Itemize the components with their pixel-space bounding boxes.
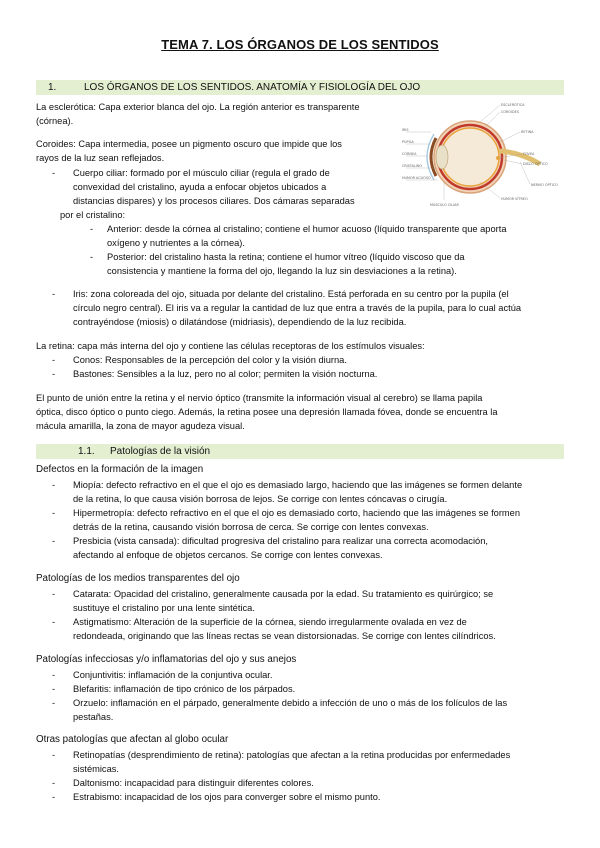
bullet: - (52, 168, 56, 178)
retinopatias-line-2: sistémicas. (73, 764, 119, 774)
catarata-line-2: sustituye el cristalino por una lente sintética. (73, 603, 255, 613)
posterior-line-1: Posterior: del cristalino hasta la retina; contiene el humor vítreo (líquido viscoso que da (107, 252, 465, 262)
bullet: - (52, 778, 56, 788)
eye-label-disco-optico: DISCO ÓPTICO (523, 162, 548, 166)
conjuntivitis-item: Conjuntivitis: inflamación de la conjuntiva ocular. (73, 670, 273, 680)
section-title: LOS ÓRGANOS DE LOS SENTIDOS. ANATOMÍA Y FISIOLOGÍA DEL OJO (84, 82, 421, 93)
eye-label-fovea: FÓVEA (523, 152, 535, 156)
medios-heading: Patologías de los medios transparentes del ojo (36, 573, 240, 584)
eye-label-cornea: CÓRNEA (402, 152, 417, 156)
eye-label-retina: RETINA (521, 130, 534, 134)
cuerpo-ciliar-line-2: convexidad del cristalino, ayuda a enfocar objetos ubicados a (73, 182, 327, 192)
eye-anatomy-figure (400, 102, 566, 212)
anterior-line-2: oxígeno y nutrientes a la córnea). (107, 238, 245, 248)
papila-line-3: mácula amarilla, la zona de mayor agudeza visual. (36, 421, 245, 431)
presbicia-line-2: afectando al enfoque de objetos cercanos. Se corrige con lentes convexas. (73, 550, 383, 560)
anterior-line-1: Anterior: desde la córnea al cristalino; contiene el humor acuoso (líquido transparente que aporta (107, 224, 507, 234)
estrabismo-item: Estrabismo: incapacidad de los ojos para converger sobre el mismo punto. (73, 792, 381, 802)
eye-label-iris: IRIS (402, 128, 409, 132)
hipermetropia-line-1: Hipermetropía: defecto refractivo en el que el ojo es demasiado corto, haciendo que las imágenes se formen (73, 508, 521, 518)
papila-line-2: óptica, disco óptico o punto ciego. Además, la retina posee una depresión llamada fóvea, donde se encuentra la (36, 407, 498, 417)
iris-line-3: contrayéndose (miosis) o dilatándose (midriasis), dependiendo de la luz recibida. (73, 317, 407, 327)
eye-label-nervio-optico: NERVIO ÓPTICO (531, 183, 558, 187)
section-title: Patologías de la visión (110, 446, 211, 457)
bullet: - (52, 670, 56, 680)
eye-label-esclerotica: ESCLERÓTICA (501, 103, 525, 107)
blefaritis-item: Blefaritis: inflamación de tipo crónico de los párpados. (73, 684, 296, 694)
coroides-line-1: Coroides: Capa intermedia, posee un pigmento oscuro que impide que los (36, 139, 342, 149)
cuerpo-ciliar-line-1: Cuerpo ciliar: formado por el músculo ciliar (regula el grado de (73, 168, 330, 178)
bullet: - (52, 589, 56, 599)
presbicia-line-1: Presbicia (vista cansada): dificultad progresiva del cristalino para realizar una correcta acomodación, (73, 536, 488, 546)
page-title: TEMA 7. LOS ÓRGANOS DE LOS SENTIDOS (161, 37, 439, 52)
otras-heading: Otras patologías que afectan al globo ocular (36, 734, 229, 745)
bullet: - (52, 369, 56, 379)
iris-line-2: círculo negro central). El iris va a regular la cantidad de luz que entra a través de la pupila, para lo cual actúa (73, 303, 522, 313)
bullet: - (52, 508, 56, 518)
orzuelo-line-1: Orzuelo: inflamación en el párpado, generalmente debido a infección de uno o más de los folículos de las (73, 698, 508, 708)
esclerotica-line-2: (córnea). (36, 116, 74, 126)
coroides-line-2: rayos de la luz sean reflejados. (36, 153, 165, 163)
retina-paragraph: La retina: capa más interna del ojo y contiene las células receptoras de los estímulos visuales: (36, 341, 425, 351)
eye-diagram (400, 102, 566, 212)
posterior-line-2: consistencia y mantiene la forma del ojo, llegando la luz sin desviaciones a la retina). (107, 266, 457, 276)
papila-line-1: El punto de unión entre la retina y el nervio óptico (transmite la información visual al cerebro) se llama papila (36, 393, 483, 403)
bullet: - (52, 750, 56, 760)
eye-label-humor-acuoso: HUMOR ACUOSO (402, 176, 431, 180)
bullet: - (52, 289, 56, 299)
bullet: - (52, 617, 56, 627)
daltonismo-item: Daltonismo: incapacidad para distinguir diferentes colores. (73, 778, 314, 788)
eye-label-musculo-ciliar: MÚSCULO CILIAR (430, 203, 459, 207)
infecciosas-heading: Patologías infecciosas y/o inflamatorias del ojo y sus anejos (36, 654, 297, 665)
section-heading-1-1 (36, 444, 564, 459)
eye-label-humor-vitreo: HUMOR VÍTREO (501, 197, 528, 201)
bullet: - (52, 536, 56, 546)
section-heading-1 (36, 80, 564, 95)
bullet: - (90, 252, 94, 262)
eye-label-pupila: PUPILA (402, 140, 414, 144)
retinopatias-line-1: Retinopatías (desprendimiento de retina): patologías que afectan a la retina producidas por enfermedades (73, 750, 511, 760)
catarata-line-1: Catarata: Opacidad del cristalino, generalmente causada por la edad. Su tratamiento es quirúrgico; se (73, 589, 494, 599)
bullet: - (52, 480, 56, 490)
astigmatismo-line-1: Astigmatismo: Alteración de la superficie de la córnea, siendo irregularmente ovalada en vez de (73, 617, 467, 627)
bullet: - (52, 698, 56, 708)
cuerpo-ciliar-line-4: por el cristalino: (60, 210, 126, 220)
conos-item: Conos: Responsables de la percepción del color y la visión diurna. (73, 355, 347, 365)
orzuelo-line-2: pestañas. (73, 712, 114, 722)
eye-label-cristalino: CRISTALINO (402, 164, 423, 168)
miopia-line-1: Miopía: defecto refractivo en el que el ojo es demasiado largo, haciendo que las imágenes se formen delante (73, 480, 523, 490)
cuerpo-ciliar-line-3: distancias dispares) y los procesos ciliares. Dos cámaras separadas (73, 196, 355, 206)
section-number: 1.1. (78, 446, 95, 457)
hipermetropia-line-2: detrás de la retina, causando visión borrosa de cerca. Se corrige con lentes convexas. (73, 522, 429, 532)
bullet: - (52, 355, 56, 365)
esclerotica-line-1: La esclerótica: Capa exterior blanca del ojo. La región anterior es transparente (36, 102, 360, 112)
defectos-heading: Defectos en la formación de la imagen (36, 464, 204, 475)
bastones-item: Bastones: Sensibles a la luz, pero no al color; permiten la visión nocturna. (73, 369, 378, 379)
miopia-line-2: de la retina, lo que causa visión borrosa de lejos. Se corrige con lentes cóncavas o cirugía. (73, 494, 448, 504)
bullet: - (90, 224, 94, 234)
astigmatismo-line-2: redondeada, originando que las líneas rectas se vean distorsionadas. Se corrige con lentes cilíndricos. (73, 631, 496, 641)
section-number: 1. (48, 82, 57, 93)
bullet: - (52, 684, 56, 694)
eye-label-coroides: COROIDES (501, 110, 519, 114)
iris-line-1: Iris: zona coloreada del ojo, situada por delante del cristalino. Está perforada en su centro por la pupila (el (73, 289, 509, 299)
bullet: - (52, 792, 56, 802)
